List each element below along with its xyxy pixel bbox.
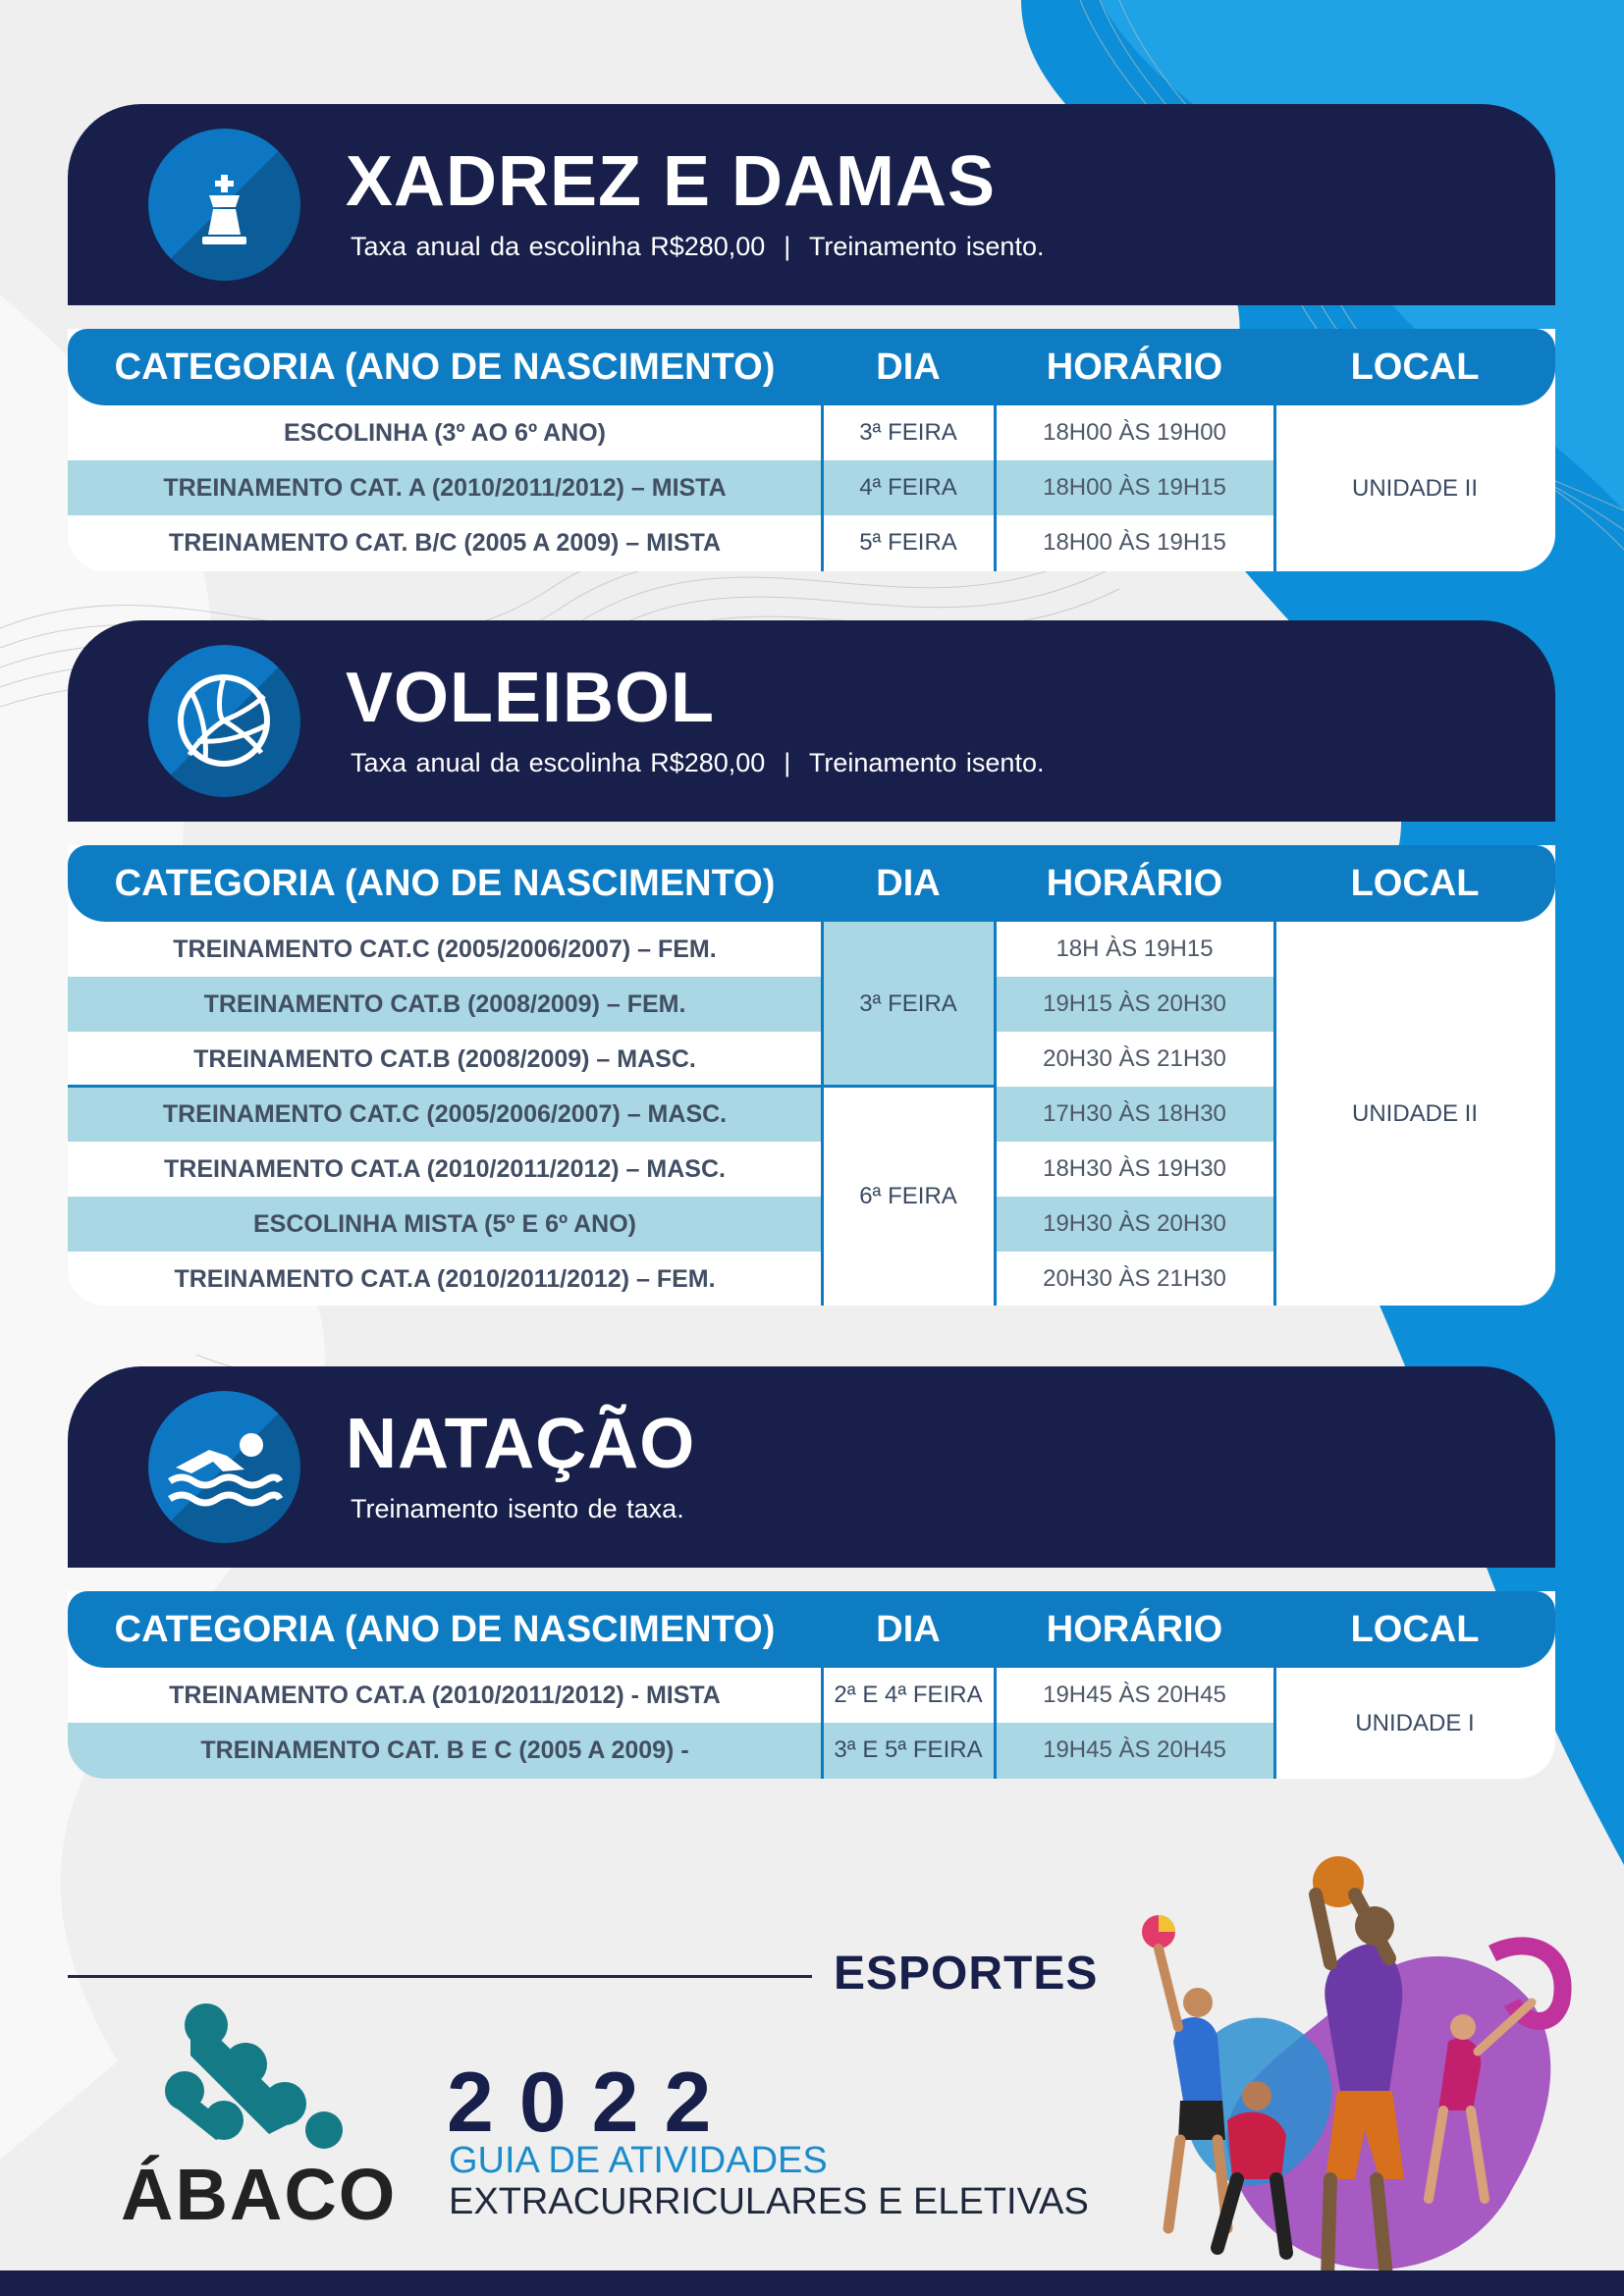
section-title: XADREZ E DAMAS bbox=[346, 142, 997, 221]
schedule-table bbox=[68, 329, 1555, 571]
header-local: LOCAL bbox=[1350, 1609, 1480, 1650]
cell-horario: 20H30 ÀS 21H30 bbox=[1043, 1045, 1226, 1072]
cell-dia: 3ª E 5ª FEIRA bbox=[834, 1736, 983, 1763]
header-dia: DIA bbox=[876, 863, 941, 904]
cell-dia-group: 3ª FEIRA bbox=[822, 922, 995, 1087]
table-row bbox=[68, 1087, 1274, 1142]
cell-horario: 19H45 ÀS 20H45 bbox=[1043, 1736, 1226, 1763]
table-row bbox=[68, 1142, 1274, 1197]
cell-categoria: TREINAMENTO CAT.A (2010/2011/2012) - MISTA bbox=[169, 1682, 721, 1709]
table-header bbox=[68, 845, 1555, 922]
section-header bbox=[68, 620, 1555, 822]
section-voleibol bbox=[68, 620, 1555, 1293]
guide-title-line1: GUIA DE ATIVIDADES bbox=[449, 2140, 828, 2181]
table-row bbox=[68, 977, 1274, 1032]
cell-categoria: TREINAMENTO CAT. B E C (2005 A 2009) - bbox=[200, 1736, 689, 1764]
cell-dia: 5ª FEIRA bbox=[859, 529, 957, 556]
cell-categoria: TREINAMENTO CAT. A (2010/2011/2012) – MISTA bbox=[163, 474, 727, 502]
cell-categoria: TREINAMENTO CAT.A (2010/2011/2012) – FEM. bbox=[174, 1265, 716, 1293]
footer-year: 2022 bbox=[447, 2056, 737, 2150]
header-categoria: CATEGORIA (ANO DE NASCIMENTO) bbox=[114, 347, 776, 388]
header-dia: DIA bbox=[876, 1609, 941, 1650]
table-row bbox=[68, 460, 1274, 515]
cell-local: UNIDADE II bbox=[1274, 405, 1555, 571]
cell-categoria: ESCOLINHA MISTA (5º E 6º ANO) bbox=[252, 1210, 637, 1238]
table-row bbox=[68, 922, 1274, 977]
swimmer-icon bbox=[148, 1391, 300, 1543]
cell-horario: 19H15 ÀS 20H30 bbox=[1043, 990, 1226, 1017]
section-header bbox=[68, 1366, 1555, 1568]
schedule-table bbox=[68, 845, 1555, 1306]
cell-categoria: TREINAMENTO CAT.C (2005/2006/2007) – FEM. bbox=[173, 935, 717, 963]
section-subtitle: Taxa anual da escolinha R$280,00 | Treinamento isento. bbox=[351, 232, 1045, 261]
cell-horario: 18H ÀS 19H15 bbox=[1056, 935, 1214, 962]
header-horario: HORÁRIO bbox=[1046, 1609, 1223, 1650]
section-natacao bbox=[68, 1366, 1555, 1764]
cell-local: UNIDADE I bbox=[1274, 1668, 1555, 1779]
cell-dia: 4ª FEIRA bbox=[859, 474, 957, 501]
table-row bbox=[68, 515, 1274, 571]
header-horario: HORÁRIO bbox=[1046, 347, 1223, 388]
cell-dia: 3ª FEIRA bbox=[859, 419, 957, 446]
section-subtitle: Taxa anual da escolinha R$280,00 | Treinamento isento. bbox=[351, 748, 1045, 777]
cell-horario: 18H00 ÀS 19H15 bbox=[1043, 474, 1226, 501]
cell-horario: 19H45 ÀS 20H45 bbox=[1043, 1682, 1226, 1708]
header-local: LOCAL bbox=[1350, 863, 1480, 904]
cell-horario: 20H30 ÀS 21H30 bbox=[1043, 1265, 1226, 1292]
cell-horario: 17H30 ÀS 18H30 bbox=[1043, 1100, 1226, 1127]
table-header bbox=[68, 329, 1555, 405]
cell-dia: 2ª E 4ª FEIRA bbox=[834, 1682, 983, 1708]
table-header bbox=[68, 1591, 1555, 1668]
table-row bbox=[68, 1723, 1274, 1779]
section-title: VOLEIBOL bbox=[346, 659, 716, 737]
cell-dia-group: 6ª FEIRA bbox=[822, 1087, 995, 1306]
header-categoria: CATEGORIA (ANO DE NASCIMENTO) bbox=[114, 1609, 776, 1650]
chess-king-icon bbox=[148, 129, 300, 281]
schedule-table bbox=[68, 1591, 1555, 1779]
section-title: NATAÇÃO bbox=[346, 1405, 696, 1483]
header-categoria: CATEGORIA (ANO DE NASCIMENTO) bbox=[114, 863, 776, 904]
header-horario: HORÁRIO bbox=[1046, 863, 1223, 904]
cell-categoria: TREINAMENTO CAT.A (2010/2011/2012) – MASC. bbox=[164, 1155, 726, 1183]
volleyball-icon bbox=[148, 645, 300, 797]
brand-name: ÁBACO bbox=[121, 2154, 398, 2235]
header-dia: DIA bbox=[876, 347, 941, 388]
cell-categoria: TREINAMENTO CAT.B (2008/2009) – FEM. bbox=[203, 990, 686, 1018]
table-row bbox=[68, 1032, 1274, 1087]
cell-categoria: TREINAMENTO CAT.C (2005/2006/2007) – MASC. bbox=[162, 1100, 728, 1128]
cell-horario: 18H00 ÀS 19H15 bbox=[1043, 529, 1226, 556]
header-local: LOCAL bbox=[1350, 347, 1480, 388]
table-row bbox=[68, 1197, 1274, 1252]
guide-title-line2: EXTRACURRICULARES E ELETIVAS bbox=[449, 2181, 1089, 2222]
section-xadrez bbox=[68, 104, 1555, 557]
cell-horario: 18H00 ÀS 19H00 bbox=[1043, 419, 1226, 446]
section-subtitle: Treinamento isento de taxa. bbox=[351, 1494, 684, 1523]
cell-categoria: ESCOLINHA (3º AO 6º ANO) bbox=[283, 419, 606, 447]
cell-horario: 19H30 ÀS 20H30 bbox=[1043, 1210, 1226, 1237]
section-header bbox=[68, 104, 1555, 305]
table-row bbox=[68, 1668, 1274, 1723]
abaco-logo-mark bbox=[157, 2002, 353, 2160]
table-row bbox=[68, 1252, 1274, 1306]
footer-divider bbox=[68, 1975, 812, 1978]
cell-categoria: TREINAMENTO CAT. B/C (2005 A 2009) – MISTA bbox=[168, 529, 722, 557]
footer-label: ESPORTES bbox=[834, 1948, 1099, 2000]
bottom-bar bbox=[0, 2270, 1624, 2296]
athletes-illustration bbox=[1119, 1855, 1591, 2296]
cell-horario: 18H30 ÀS 19H30 bbox=[1043, 1155, 1226, 1182]
cell-categoria: TREINAMENTO CAT.B (2008/2009) – MASC. bbox=[193, 1045, 696, 1073]
cell-local: UNIDADE II bbox=[1274, 922, 1555, 1306]
